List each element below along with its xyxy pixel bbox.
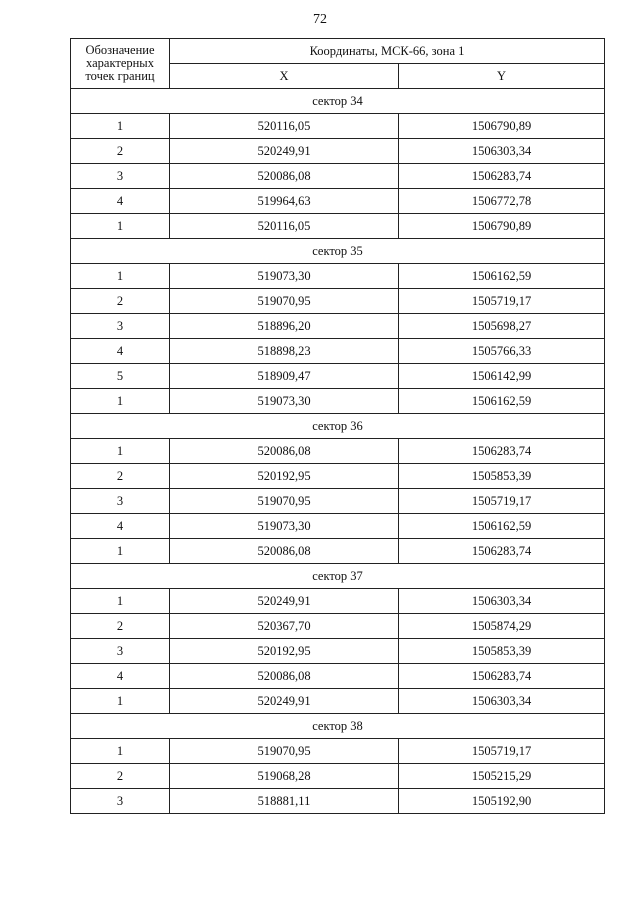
- y-coordinate-cell: 1505192,90: [399, 789, 605, 814]
- point-number-cell: 4: [71, 514, 170, 539]
- table-row: [71, 739, 605, 764]
- y-coordinate-cell: 1506162,59: [399, 264, 605, 289]
- y-coordinate-cell: 1506162,59: [399, 389, 605, 414]
- y-coordinate-cell: 1506303,34: [399, 139, 605, 164]
- point-number-cell: 1: [71, 389, 170, 414]
- point-number-cell: 1: [71, 214, 170, 239]
- sector-row: [71, 414, 605, 439]
- sector-row: [71, 564, 605, 589]
- y-coordinate-cell: 1506283,74: [399, 164, 605, 189]
- x-coordinate-cell: 518898,23: [170, 339, 399, 364]
- sector-title: сектор 35: [71, 239, 605, 264]
- sector-title: сектор 38: [71, 714, 605, 739]
- point-number-cell: 1: [71, 264, 170, 289]
- table-row: [71, 439, 605, 464]
- x-coordinate-cell: 519070,95: [170, 489, 399, 514]
- x-coordinate-cell: 520192,95: [170, 464, 399, 489]
- point-number-cell: 3: [71, 489, 170, 514]
- point-number-cell: 1: [71, 689, 170, 714]
- y-coordinate-cell: 1506283,74: [399, 664, 605, 689]
- coordinates-table: [70, 38, 605, 814]
- y-coordinate-cell: 1506303,34: [399, 589, 605, 614]
- x-column-header: X: [170, 64, 399, 89]
- points-column-header: Обозначение характерных точек границ: [71, 39, 170, 89]
- table-row: [71, 489, 605, 514]
- y-coordinate-cell: 1506283,74: [399, 539, 605, 564]
- y-coordinate-cell: 1505719,17: [399, 739, 605, 764]
- point-number-cell: 4: [71, 189, 170, 214]
- point-number-cell: 1: [71, 539, 170, 564]
- x-coordinate-cell: 518909,47: [170, 364, 399, 389]
- point-number-cell: 3: [71, 164, 170, 189]
- sector-title: сектор 36: [71, 414, 605, 439]
- y-coordinate-cell: 1506162,59: [399, 514, 605, 539]
- table-row: [71, 464, 605, 489]
- table-row: [71, 514, 605, 539]
- page-number: 72: [313, 12, 327, 27]
- table-row: [71, 589, 605, 614]
- table-row: [71, 639, 605, 664]
- table-row: [71, 264, 605, 289]
- x-coordinate-cell: 518881,11: [170, 789, 399, 814]
- table-row: [71, 539, 605, 564]
- x-coordinate-cell: 519073,30: [170, 389, 399, 414]
- table-row: [71, 339, 605, 364]
- x-coordinate-cell: 520086,08: [170, 539, 399, 564]
- table-body: [71, 89, 605, 814]
- point-number-cell: 1: [71, 739, 170, 764]
- x-coordinate-cell: 520249,91: [170, 589, 399, 614]
- x-coordinate-cell: 519073,30: [170, 514, 399, 539]
- y-coordinate-cell: 1505853,39: [399, 464, 605, 489]
- x-coordinate-cell: 520086,08: [170, 439, 399, 464]
- point-number-cell: 3: [71, 789, 170, 814]
- y-coordinate-cell: 1506303,34: [399, 689, 605, 714]
- x-coordinate-cell: 520116,05: [170, 114, 399, 139]
- point-number-cell: 3: [71, 639, 170, 664]
- x-coordinate-cell: 519068,28: [170, 764, 399, 789]
- table-row: [71, 364, 605, 389]
- sector-title: сектор 37: [71, 564, 605, 589]
- point-number-cell: 2: [71, 464, 170, 489]
- x-coordinate-cell: 519964,63: [170, 189, 399, 214]
- table-row: [71, 114, 605, 139]
- x-coordinate-cell: 520249,91: [170, 689, 399, 714]
- point-number-cell: 4: [71, 339, 170, 364]
- x-coordinate-cell: 520086,08: [170, 164, 399, 189]
- sector-title: сектор 34: [71, 89, 605, 114]
- y-coordinate-cell: 1505215,29: [399, 764, 605, 789]
- y-coordinate-cell: 1506790,89: [399, 214, 605, 239]
- table-row: [71, 289, 605, 314]
- point-number-cell: 1: [71, 114, 170, 139]
- x-coordinate-cell: 519070,95: [170, 739, 399, 764]
- table-row: [71, 139, 605, 164]
- table-row: [71, 789, 605, 814]
- sector-row: [71, 714, 605, 739]
- y-coordinate-cell: 1505874,29: [399, 614, 605, 639]
- y-coordinate-cell: 1506142,99: [399, 364, 605, 389]
- point-number-cell: 2: [71, 289, 170, 314]
- x-coordinate-cell: 519070,95: [170, 289, 399, 314]
- sector-row: [71, 89, 605, 114]
- coordinates-system-header: Координаты, МСК-66, зона 1: [170, 39, 605, 64]
- point-number-cell: 5: [71, 364, 170, 389]
- y-coordinate-cell: 1506283,74: [399, 439, 605, 464]
- y-coordinate-cell: 1506790,89: [399, 114, 605, 139]
- x-coordinate-cell: 520192,95: [170, 639, 399, 664]
- x-coordinate-cell: 520249,91: [170, 139, 399, 164]
- point-number-cell: 1: [71, 439, 170, 464]
- table-row: [71, 314, 605, 339]
- point-number-cell: 2: [71, 764, 170, 789]
- y-coordinate-cell: 1505719,17: [399, 289, 605, 314]
- y-coordinate-cell: 1505698,27: [399, 314, 605, 339]
- x-coordinate-cell: 519073,30: [170, 264, 399, 289]
- table-row: [71, 389, 605, 414]
- y-coordinate-cell: 1505719,17: [399, 489, 605, 514]
- table-row: [71, 664, 605, 689]
- table-row: [71, 689, 605, 714]
- y-coordinate-cell: 1505766,33: [399, 339, 605, 364]
- x-coordinate-cell: 520367,70: [170, 614, 399, 639]
- x-coordinate-cell: 520086,08: [170, 664, 399, 689]
- table-header: [71, 39, 605, 89]
- point-number-cell: 2: [71, 614, 170, 639]
- table-row: [71, 189, 605, 214]
- y-coordinate-cell: 1505853,39: [399, 639, 605, 664]
- table-row: [71, 614, 605, 639]
- y-coordinate-cell: 1506772,78: [399, 189, 605, 214]
- point-number-cell: 1: [71, 589, 170, 614]
- sector-row: [71, 239, 605, 264]
- x-coordinate-cell: 518896,20: [170, 314, 399, 339]
- point-number-cell: 2: [71, 139, 170, 164]
- y-column-header: Y: [399, 64, 605, 89]
- table-row: [71, 764, 605, 789]
- table-row: [71, 164, 605, 189]
- table-row: [71, 214, 605, 239]
- point-number-cell: 4: [71, 664, 170, 689]
- point-number-cell: 3: [71, 314, 170, 339]
- x-coordinate-cell: 520116,05: [170, 214, 399, 239]
